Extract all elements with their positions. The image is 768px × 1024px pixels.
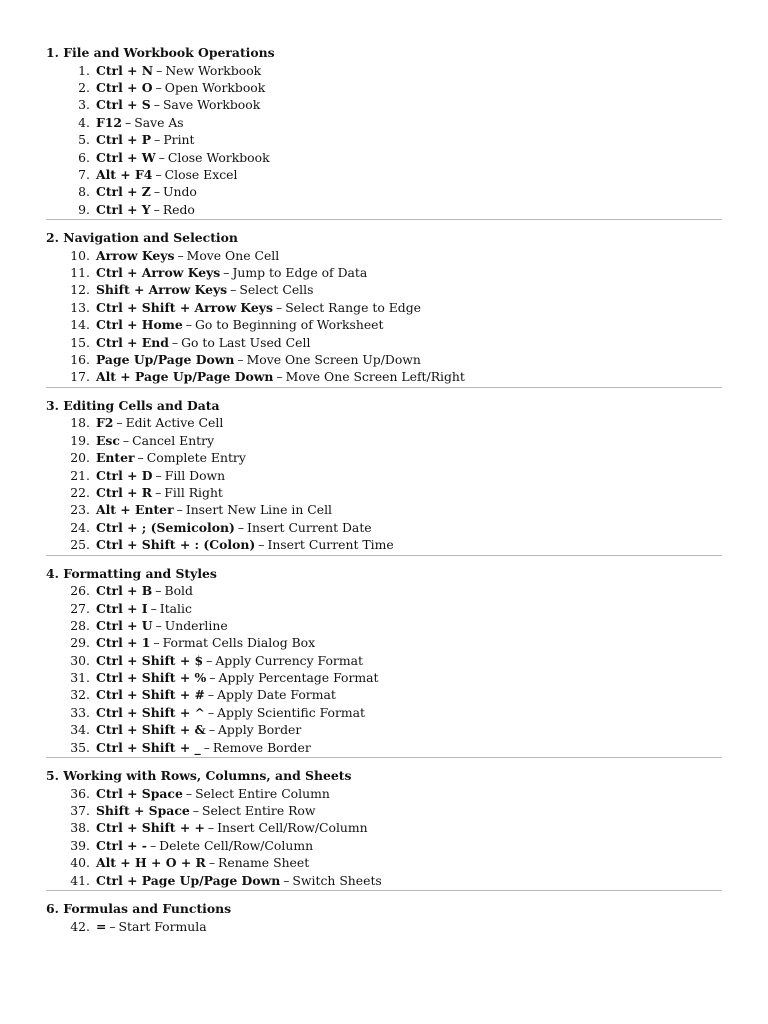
shortcut-keys: Arrow Keys bbox=[95, 247, 175, 263]
shortcut-item bbox=[46, 201, 722, 218]
shortcut-item bbox=[46, 785, 722, 802]
shortcut-keys: = bbox=[95, 918, 107, 934]
shortcut-item bbox=[46, 414, 722, 431]
shortcut-item bbox=[46, 582, 722, 599]
separator-dash: – bbox=[155, 583, 162, 599]
shortcut-description: Close Workbook bbox=[167, 149, 270, 165]
separator-dash: – bbox=[125, 114, 132, 130]
shortcut-description: Bold bbox=[164, 583, 193, 599]
section-heading: 6. Formulas and Functions bbox=[46, 900, 232, 916]
shortcut-keys: Ctrl + ; (Semicolon) bbox=[95, 519, 235, 535]
shortcut-item bbox=[46, 79, 722, 96]
shortcut-description: Undo bbox=[163, 184, 197, 200]
shortcut-keys: Alt + H + O + R bbox=[95, 855, 206, 871]
separator-dash: – bbox=[203, 739, 210, 755]
separator-dash: – bbox=[137, 450, 144, 466]
shortcut-description: Select Cells bbox=[239, 282, 314, 298]
shortcut-description: Apply Date Format bbox=[217, 687, 336, 703]
shortcut-keys: Ctrl + O bbox=[95, 79, 153, 95]
shortcut-item bbox=[46, 449, 722, 466]
item-number: 30. bbox=[70, 652, 90, 668]
shortcut-item bbox=[46, 854, 722, 871]
shortcut-description: Complete Entry bbox=[146, 450, 246, 466]
separator-dash: – bbox=[209, 670, 216, 686]
shortcut-item bbox=[46, 316, 722, 333]
shortcut-section bbox=[46, 767, 722, 891]
separator-dash: – bbox=[116, 415, 123, 431]
shortcut-section bbox=[46, 44, 722, 220]
item-number: 42. bbox=[70, 918, 90, 934]
section-heading: 1. File and Workbook Operations bbox=[46, 45, 275, 60]
separator-dash: – bbox=[207, 687, 215, 703]
shortcut-list bbox=[46, 918, 722, 935]
shortcut-keys: Ctrl + Shift + _ bbox=[95, 739, 201, 755]
shortcut-description: Apply Percentage Format bbox=[218, 670, 379, 686]
shortcut-item bbox=[46, 721, 722, 738]
shortcut-item bbox=[46, 247, 722, 264]
separator-dash: – bbox=[208, 855, 216, 871]
shortcut-section bbox=[46, 565, 722, 759]
shortcut-section bbox=[46, 397, 722, 556]
shortcut-keys: Ctrl + Shift + & bbox=[95, 722, 206, 738]
separator-dash: – bbox=[155, 166, 162, 182]
shortcut-keys: Alt + Enter bbox=[95, 502, 174, 518]
separator-dash: – bbox=[156, 62, 163, 78]
shortcut-keys: Ctrl + I bbox=[95, 600, 148, 616]
item-number: 8. bbox=[78, 184, 90, 200]
shortcut-item bbox=[46, 281, 722, 298]
shortcut-item bbox=[46, 519, 722, 536]
separator-dash: – bbox=[230, 282, 237, 298]
item-number: 38. bbox=[70, 820, 90, 836]
shortcut-item bbox=[46, 686, 722, 703]
shortcut-description: Move One Screen Left/Right bbox=[285, 369, 465, 385]
item-number: 40. bbox=[70, 855, 90, 871]
item-number: 27. bbox=[70, 600, 90, 616]
shortcut-description: Jump to Edge of Data bbox=[232, 265, 368, 281]
section-divider bbox=[46, 890, 722, 891]
section-divider bbox=[46, 757, 722, 758]
separator-dash: – bbox=[258, 537, 265, 553]
shortcut-item bbox=[46, 114, 722, 131]
shortcut-keys: Ctrl + Page Up/Page Down bbox=[95, 872, 281, 888]
shortcut-item bbox=[46, 600, 722, 617]
shortcut-description: Edit Active Cell bbox=[125, 415, 224, 431]
shortcut-item bbox=[46, 837, 722, 854]
shortcut-description: Apply Border bbox=[217, 722, 302, 738]
shortcut-item bbox=[46, 467, 722, 484]
shortcut-item bbox=[46, 131, 722, 148]
shortcut-description: Select Entire Column bbox=[195, 785, 330, 801]
shortcut-description: Format Cells Dialog Box bbox=[162, 635, 316, 651]
shortcut-keys: Esc bbox=[95, 432, 120, 448]
separator-dash: – bbox=[153, 184, 161, 200]
separator-dash: – bbox=[206, 652, 213, 668]
shortcut-keys: Shift + Arrow Keys bbox=[95, 282, 228, 298]
shortcut-description: Remove Border bbox=[212, 739, 311, 755]
shortcut-description: Select Entire Row bbox=[201, 803, 316, 819]
separator-dash: – bbox=[150, 600, 157, 616]
item-number: 19. bbox=[70, 432, 90, 448]
item-number: 37. bbox=[70, 803, 90, 819]
shortcut-list bbox=[46, 582, 722, 756]
shortcut-item bbox=[46, 166, 722, 183]
shortcut-description: Open Workbook bbox=[164, 79, 266, 95]
separator-dash: – bbox=[122, 432, 130, 448]
shortcut-description: Close Excel bbox=[164, 166, 238, 182]
item-number: 6. bbox=[78, 149, 90, 165]
shortcut-item bbox=[46, 918, 722, 935]
shortcut-item bbox=[46, 617, 722, 634]
shortcut-keys: Shift + Space bbox=[95, 803, 190, 819]
shortcut-description: Insert Current Time bbox=[267, 537, 394, 553]
separator-dash: – bbox=[153, 201, 160, 217]
item-number: 23. bbox=[70, 502, 90, 518]
shortcut-item bbox=[46, 432, 722, 449]
shortcut-keys: Ctrl + End bbox=[95, 334, 169, 350]
shortcut-description: Underline bbox=[164, 617, 228, 633]
shortcut-description: Move One Cell bbox=[186, 247, 280, 263]
shortcut-keys: Enter bbox=[95, 450, 135, 466]
item-number: 9. bbox=[78, 201, 90, 217]
shortcut-description: Italic bbox=[159, 600, 192, 616]
shortcut-description: Go to Beginning of Worksheet bbox=[194, 317, 384, 333]
item-number: 10. bbox=[70, 247, 90, 263]
shortcut-description: Fill Right bbox=[164, 484, 223, 500]
shortcut-item bbox=[46, 536, 722, 553]
shortcut-keys: Ctrl + W bbox=[95, 149, 156, 165]
item-number: 26. bbox=[70, 583, 90, 599]
shortcut-description: Cancel Entry bbox=[132, 432, 215, 448]
item-number: 24. bbox=[70, 519, 90, 535]
section-divider bbox=[46, 555, 722, 556]
separator-dash: – bbox=[109, 918, 116, 934]
shortcut-item bbox=[46, 264, 722, 281]
separator-dash: – bbox=[171, 334, 179, 350]
item-number: 5. bbox=[78, 132, 90, 148]
shortcut-description: Apply Scientific Format bbox=[217, 704, 366, 720]
shortcut-keys: Page Up/Page Down bbox=[95, 352, 235, 368]
shortcut-keys: Ctrl + R bbox=[95, 484, 153, 500]
shortcut-keys: Ctrl + N bbox=[95, 62, 154, 78]
item-number: 22. bbox=[70, 484, 90, 500]
shortcut-keys: Ctrl + Shift + # bbox=[95, 687, 205, 703]
shortcut-description: Delete Cell/Row/Column bbox=[159, 837, 314, 853]
section-divider bbox=[46, 219, 722, 220]
shortcut-keys: Ctrl + 1 bbox=[95, 635, 151, 651]
item-number: 34. bbox=[70, 722, 90, 738]
separator-dash: – bbox=[158, 149, 165, 165]
shortcut-description: Fill Down bbox=[164, 467, 226, 483]
separator-dash: – bbox=[154, 132, 161, 148]
separator-dash: – bbox=[276, 369, 283, 385]
section-heading: 2. Navigation and Selection bbox=[46, 230, 238, 246]
shortcut-item bbox=[46, 802, 722, 819]
shortcut-keys: Ctrl + U bbox=[95, 617, 153, 633]
shortcut-description: Select Range to Edge bbox=[285, 299, 421, 315]
item-number: 35. bbox=[70, 739, 90, 755]
shortcut-item bbox=[46, 652, 722, 669]
item-number: 39. bbox=[70, 837, 90, 853]
item-number: 7. bbox=[78, 166, 90, 182]
item-number: 16. bbox=[70, 352, 90, 368]
shortcut-description: Start Formula bbox=[118, 918, 207, 934]
shortcut-keys: Alt + Page Up/Page Down bbox=[95, 369, 274, 385]
item-number: 1. bbox=[78, 62, 90, 78]
separator-dash: – bbox=[237, 352, 244, 368]
item-number: 2. bbox=[78, 79, 90, 95]
shortcut-keys: F12 bbox=[95, 114, 122, 130]
section-heading: 3. Editing Cells and Data bbox=[46, 397, 220, 413]
separator-dash: – bbox=[153, 635, 160, 651]
shortcut-description: Apply Currency Format bbox=[215, 652, 363, 668]
shortcut-keys: Ctrl + Shift + + bbox=[95, 820, 205, 836]
shortcut-section bbox=[46, 900, 722, 935]
shortcut-description: Insert New Line in Cell bbox=[185, 502, 333, 518]
shortcut-description: Switch Sheets bbox=[292, 872, 382, 888]
item-number: 20. bbox=[70, 450, 90, 466]
separator-dash: – bbox=[237, 519, 245, 535]
section-heading: 5. Working with Rows, Columns, and Sheets bbox=[46, 768, 352, 784]
shortcut-description: Go to Last Used Cell bbox=[181, 334, 311, 350]
shortcut-description: Redo bbox=[162, 201, 195, 217]
shortcut-item bbox=[46, 484, 722, 501]
separator-dash: – bbox=[185, 785, 193, 801]
shortcut-keys: Ctrl + Shift + Arrow Keys bbox=[95, 299, 273, 315]
item-number: 3. bbox=[78, 97, 90, 113]
shortcut-item bbox=[46, 819, 722, 836]
shortcut-keys: Ctrl + Shift + : (Colon) bbox=[95, 537, 256, 553]
separator-dash: – bbox=[283, 872, 290, 888]
shortcut-list bbox=[46, 414, 722, 553]
shortcut-item bbox=[46, 872, 722, 889]
shortcut-keys: Ctrl + Home bbox=[95, 317, 183, 333]
shortcut-description: New Workbook bbox=[165, 62, 262, 78]
item-number: 21. bbox=[70, 467, 90, 483]
shortcut-item bbox=[46, 368, 722, 385]
separator-dash: – bbox=[185, 317, 192, 333]
separator-dash: – bbox=[155, 79, 162, 95]
section-heading: 4. Formatting and Styles bbox=[46, 565, 217, 581]
shortcut-item bbox=[46, 149, 722, 166]
shortcut-item bbox=[46, 739, 722, 756]
separator-dash: – bbox=[176, 502, 183, 518]
shortcut-keys: Ctrl + Shift + $ bbox=[95, 652, 204, 668]
shortcut-document bbox=[0, 44, 768, 935]
item-number: 28. bbox=[70, 617, 90, 633]
separator-dash: – bbox=[208, 722, 215, 738]
item-number: 29. bbox=[70, 635, 90, 651]
item-number: 41. bbox=[70, 872, 90, 888]
separator-dash: – bbox=[155, 484, 162, 500]
shortcut-keys: Ctrl + B bbox=[95, 583, 153, 599]
shortcut-item bbox=[46, 299, 722, 316]
separator-dash: – bbox=[155, 467, 162, 483]
separator-dash: – bbox=[192, 803, 199, 819]
item-number: 33. bbox=[70, 704, 90, 720]
separator-dash: – bbox=[223, 265, 230, 281]
shortcut-item bbox=[46, 634, 722, 651]
shortcut-description: Move One Screen Up/Down bbox=[246, 352, 421, 368]
separator-dash: – bbox=[207, 704, 215, 720]
item-number: 14. bbox=[70, 317, 90, 333]
shortcut-keys: Ctrl + Shift + % bbox=[95, 670, 207, 686]
shortcut-keys: Ctrl + Arrow Keys bbox=[95, 265, 221, 281]
separator-dash: – bbox=[153, 97, 160, 113]
shortcut-keys: Ctrl + - bbox=[95, 837, 147, 853]
item-number: 12. bbox=[70, 282, 90, 298]
shortcut-description: Insert Cell/Row/Column bbox=[217, 820, 368, 836]
separator-dash: – bbox=[155, 617, 162, 633]
shortcut-keys: Ctrl + D bbox=[95, 467, 153, 483]
section-divider bbox=[46, 387, 722, 388]
shortcut-keys: Alt + F4 bbox=[95, 166, 153, 182]
shortcut-list bbox=[46, 62, 722, 219]
shortcut-item bbox=[46, 351, 722, 368]
item-number: 25. bbox=[70, 537, 90, 553]
item-number: 4. bbox=[78, 114, 90, 130]
shortcut-item bbox=[46, 501, 722, 518]
shortcut-keys: Ctrl + P bbox=[95, 132, 152, 148]
shortcut-keys: Ctrl + Y bbox=[95, 201, 151, 217]
shortcut-keys: Ctrl + Z bbox=[95, 184, 151, 200]
shortcut-item bbox=[46, 183, 722, 200]
item-number: 18. bbox=[70, 415, 90, 431]
shortcut-description: Print bbox=[163, 132, 195, 148]
item-number: 36. bbox=[70, 785, 90, 801]
shortcut-section bbox=[46, 229, 722, 388]
shortcut-item bbox=[46, 334, 722, 351]
shortcut-keys: Ctrl + S bbox=[95, 97, 151, 113]
item-number: 13. bbox=[70, 299, 90, 315]
shortcut-description: Rename Sheet bbox=[218, 855, 310, 871]
shortcut-item bbox=[46, 704, 722, 721]
item-number: 11. bbox=[70, 265, 90, 281]
shortcut-list bbox=[46, 247, 722, 386]
shortcut-description: Save Workbook bbox=[162, 97, 261, 113]
separator-dash: – bbox=[149, 837, 157, 853]
shortcut-description: Insert Current Date bbox=[247, 519, 372, 535]
shortcut-list bbox=[46, 785, 722, 889]
separator-dash: – bbox=[177, 247, 184, 263]
shortcut-keys: F2 bbox=[95, 415, 114, 431]
item-number: 15. bbox=[70, 334, 90, 350]
separator-dash: – bbox=[275, 299, 283, 315]
item-number: 17. bbox=[70, 369, 90, 385]
separator-dash: – bbox=[207, 820, 215, 836]
item-number: 32. bbox=[70, 687, 90, 703]
shortcut-keys: Ctrl + Shift + ^ bbox=[95, 704, 205, 720]
item-number: 31. bbox=[70, 670, 90, 686]
shortcut-item bbox=[46, 669, 722, 686]
shortcut-keys: Ctrl + Space bbox=[95, 785, 183, 801]
shortcut-item bbox=[46, 62, 722, 79]
shortcut-item bbox=[46, 96, 722, 113]
shortcut-description: Save As bbox=[134, 114, 184, 130]
